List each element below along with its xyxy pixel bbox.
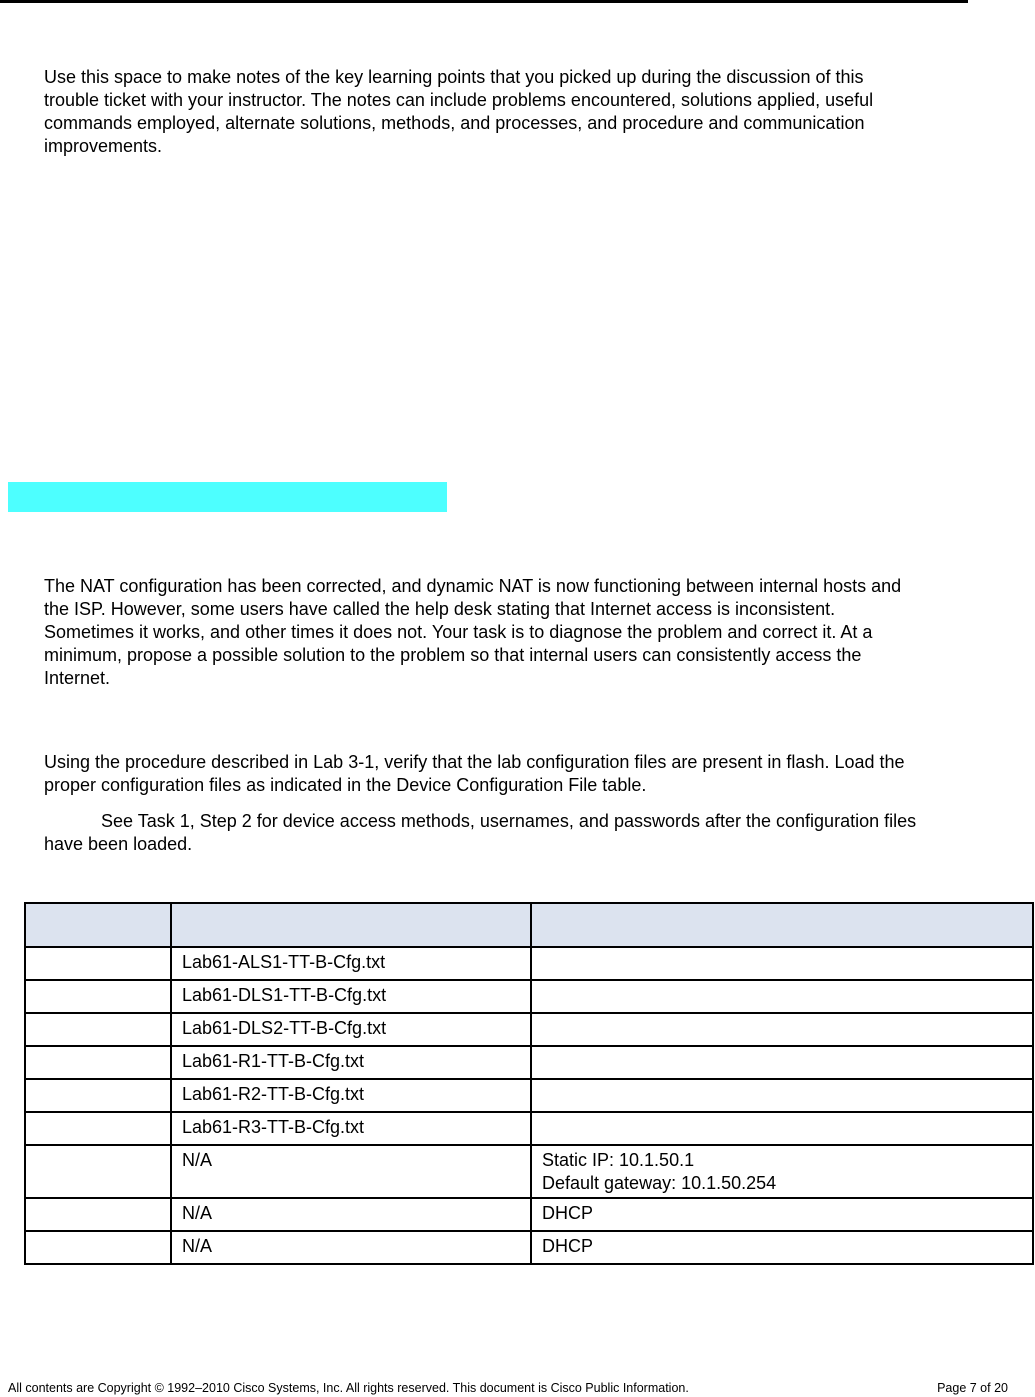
copyright-text: All contents are Copyright © 1992–2010 Cisco Systems, Inc. All rights reserved. This document is Cisco Public Information. xyxy=(8,1381,689,1395)
note-line: See Task 1, Step 2 for device access methods, usernames, and passwords after the configuration files xyxy=(101,811,917,831)
file-cell: Lab61-DLS1-TT-B-Cfg.txt xyxy=(171,980,531,1013)
settings-cell: DHCP xyxy=(531,1198,1033,1231)
file-cell: N/A xyxy=(171,1198,531,1231)
header-cell xyxy=(171,903,531,947)
device-cell xyxy=(25,1231,171,1264)
notes-line: trouble ticket with your instructor. The notes can include problems encountered, solutions applied, useful xyxy=(44,90,874,110)
table-row xyxy=(25,1145,1033,1198)
scenario-line: the ISP. However, some users have called the help desk stating that Internet access is inconsistent. xyxy=(44,599,836,619)
device-cell xyxy=(25,1079,171,1112)
table-row xyxy=(25,1046,1033,1079)
settings-cell xyxy=(531,1046,1033,1079)
file-cell: Lab61-R2-TT-B-Cfg.txt xyxy=(171,1079,531,1112)
scenario-line: minimum, propose a possible solution to the problem so that internal users can consistently access the xyxy=(44,645,862,665)
procedure-line: proper configuration files as indicated in the Device Configuration File table. xyxy=(44,775,647,795)
scenario-line: The NAT configuration has been corrected, and dynamic NAT is now functioning between internal hosts and xyxy=(44,576,902,596)
table-row xyxy=(25,980,1033,1013)
note-line: have been loaded. xyxy=(44,834,193,854)
table-row xyxy=(25,1231,1033,1264)
notes-paragraph xyxy=(44,66,873,158)
page-footer xyxy=(8,1381,1008,1395)
device-cell xyxy=(25,1046,171,1079)
notes-line: commands employed, alternate solutions, methods, and processes, and procedure and communication xyxy=(44,113,865,133)
file-cell: Lab61-ALS1-TT-B-Cfg.txt xyxy=(171,947,531,980)
settings-cell: DHCP xyxy=(531,1231,1033,1264)
scenario-line: Internet. xyxy=(44,668,111,688)
notes-line: improvements. xyxy=(44,136,163,156)
device-cell xyxy=(25,980,171,1013)
settings-cell xyxy=(531,980,1033,1013)
header-cell xyxy=(25,903,171,947)
device-cell xyxy=(25,947,171,980)
header-cell xyxy=(531,903,1033,947)
procedure-paragraph xyxy=(44,751,905,797)
file-cell: N/A xyxy=(171,1231,531,1264)
table-row xyxy=(25,1013,1033,1046)
notes-line: Use this space to make notes of the key learning points that you picked up during the discussion of this xyxy=(44,67,864,87)
table-row xyxy=(25,947,1033,980)
file-cell: Lab61-R1-TT-B-Cfg.txt xyxy=(171,1046,531,1079)
device-cell xyxy=(25,1112,171,1145)
table-row xyxy=(25,1079,1033,1112)
settings-cell xyxy=(531,1013,1033,1046)
page-number: Page 7 of 20 xyxy=(937,1381,1008,1395)
settings-line: Default gateway: 10.1.50.254 xyxy=(542,1173,777,1193)
file-cell: N/A xyxy=(171,1145,531,1198)
file-cell: Lab61-DLS2-TT-B-Cfg.txt xyxy=(171,1013,531,1046)
procedure-line: Using the procedure described in Lab 3-1, verify that the lab configuration files are present in flash. Load the xyxy=(44,752,905,772)
scenario-line: Sometimes it works, and other times it does not. Your task is to diagnose the problem and correct it. At a xyxy=(44,622,873,642)
settings-line: Static IP: 10.1.50.1 xyxy=(542,1150,695,1170)
scenario-paragraph xyxy=(44,575,901,690)
table-header-row xyxy=(25,903,1033,947)
highlight-bar xyxy=(8,482,447,512)
table-row xyxy=(25,1198,1033,1231)
device-config-table xyxy=(24,902,1034,1265)
table-row xyxy=(25,1112,1033,1145)
settings-cell xyxy=(531,947,1033,980)
device-cell xyxy=(25,1013,171,1046)
device-cell xyxy=(25,1198,171,1231)
settings-cell xyxy=(531,1079,1033,1112)
settings-cell xyxy=(531,1145,1033,1198)
settings-cell xyxy=(531,1112,1033,1145)
file-cell: Lab61-R3-TT-B-Cfg.txt xyxy=(171,1112,531,1145)
device-cell xyxy=(25,1145,171,1198)
top-rule xyxy=(0,0,968,3)
note-paragraph xyxy=(44,810,916,856)
